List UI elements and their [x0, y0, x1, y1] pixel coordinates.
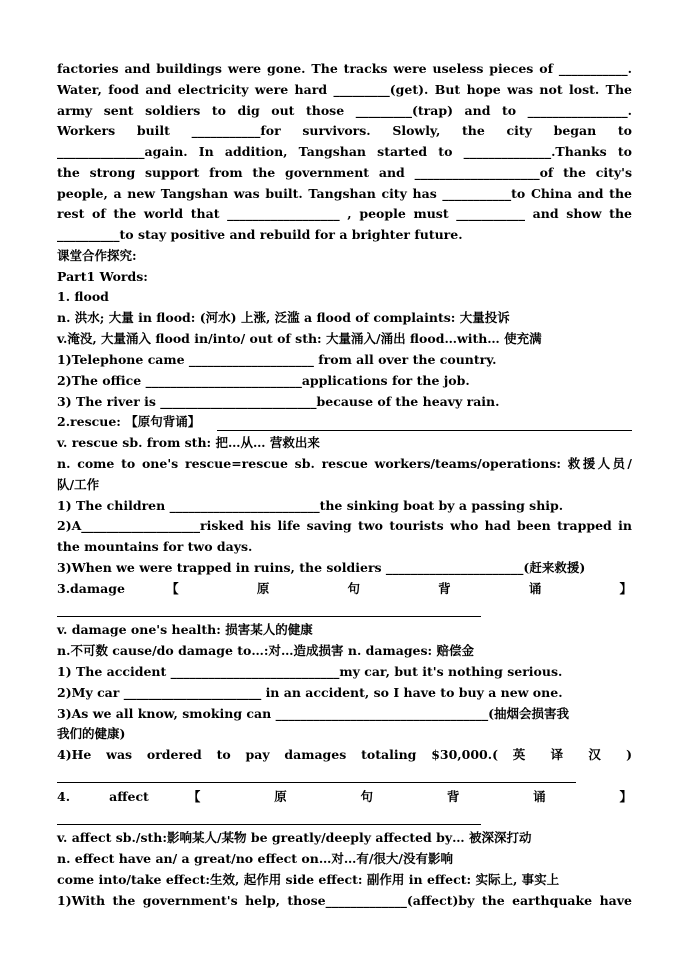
definition-line: n. effect have an/ a great/no effect on…对…有/很大/没有影响: [57, 851, 453, 866]
passage-line: Water, food and electricity were hard _________(get). But hope was not lost. The: [57, 82, 632, 97]
exercise-line: the mountains for two days.: [57, 539, 253, 554]
exercise-line: 1) The children ________________________the sinking boat by a passing ship.: [57, 498, 564, 513]
word-heading-rescue: 2.rescue: 【原句背诵】: [57, 414, 201, 429]
exercise-line: 2)A___________________risked his life saving two tourists who had been trapped in: [57, 518, 632, 533]
passage-line: people, a new Tangshan was built. Tangshan city has ___________to China and the: [57, 186, 632, 201]
exercise-line: 3)When we were trapped in ruins, the soldiers ______________________(赶来救援): [57, 560, 586, 575]
passage-line: rest of the world that __________________ , people must ___________ and show the: [57, 206, 632, 221]
answer-rule: [217, 430, 632, 431]
answer-rule: [57, 782, 576, 783]
definition-line: n. 洪水; 大量 in flood: (河水) 上涨, 泛滥 a flood of complaints: 大量投诉: [57, 310, 510, 325]
passage-line: army sent soldiers to dig out those _________(trap) and to ________________.: [57, 103, 632, 118]
passage-line: Workers built ___________for survivors. Slowly, the city began to: [57, 123, 632, 138]
definition-line: n.不可数 cause/do damage to…:对…造成损害 n. damages: 赔偿金: [57, 643, 475, 658]
answer-rule: [57, 616, 481, 617]
definition-line: 队/工作: [57, 477, 100, 492]
definition-line: v. damage one's health: 损害某人的健康: [57, 622, 313, 637]
section-title: 课堂合作探究:: [57, 248, 137, 263]
part-title: Part1 Words:: [57, 269, 148, 284]
definition-line: v. affect sb./sth:影响某人/某物 be greatly/deeply affected by… 被深深打动: [57, 830, 532, 845]
exercise-line: 我们的健康): [57, 726, 126, 741]
passage-line: the strong support from the government and ____________________of the city's: [57, 165, 632, 180]
exercise-line: 1)With the government's help, those_____________(affect)by the earthquake have: [57, 893, 632, 908]
definition-line: come into/take effect:生效, 起作用 side effect: 副作用 in effect: 实际上, 事实上: [57, 872, 560, 887]
word-heading-damage: 3.damage 【 原 句 背 诵 】: [57, 581, 632, 596]
passage-line: ______________again. In addition, Tangshan started to ______________.Thanks to: [57, 144, 632, 159]
passage-line: factories and buildings were gone. The tracks were useless pieces of ___________.: [57, 61, 632, 76]
word-heading-flood: 1. flood: [57, 289, 109, 304]
definition-line: n. come to one's rescue=rescue sb. rescue workers/teams/operations: 救援人员/: [57, 456, 632, 471]
exercise-line: 4)He was ordered to pay damages totaling $30,000.( 英 译 汉 ): [57, 747, 632, 762]
definition-line: v. rescue sb. from sth: 把…从… 营救出来: [57, 435, 320, 450]
exercise-line: 2)My car ______________________ in an accident, so I have to buy a new one.: [57, 685, 563, 700]
passage-line: __________to stay positive and rebuild for a brighter future.: [57, 227, 463, 242]
answer-rule: [57, 824, 481, 825]
exercise-line: 1)Telephone came ____________________ from all over the country.: [57, 352, 497, 367]
exercise-line: 3)As we all know, smoking can __________________________________(抽烟会损害我: [57, 706, 569, 721]
exercise-line: 3) The river is _________________________because of the heavy rain.: [57, 394, 500, 409]
exercise-line: 2)The office _________________________applications for the job.: [57, 373, 470, 388]
definition-line: v.淹没, 大量涌入 flood in/into/ out of sth: 大量涌入/涌出 flood…with… 使充满: [57, 331, 542, 346]
word-heading-affect: 4. affect 【 原 句 背 诵 】: [57, 789, 632, 804]
exercise-line: 1) The accident ___________________________my car, but it's nothing serious.: [57, 664, 563, 679]
